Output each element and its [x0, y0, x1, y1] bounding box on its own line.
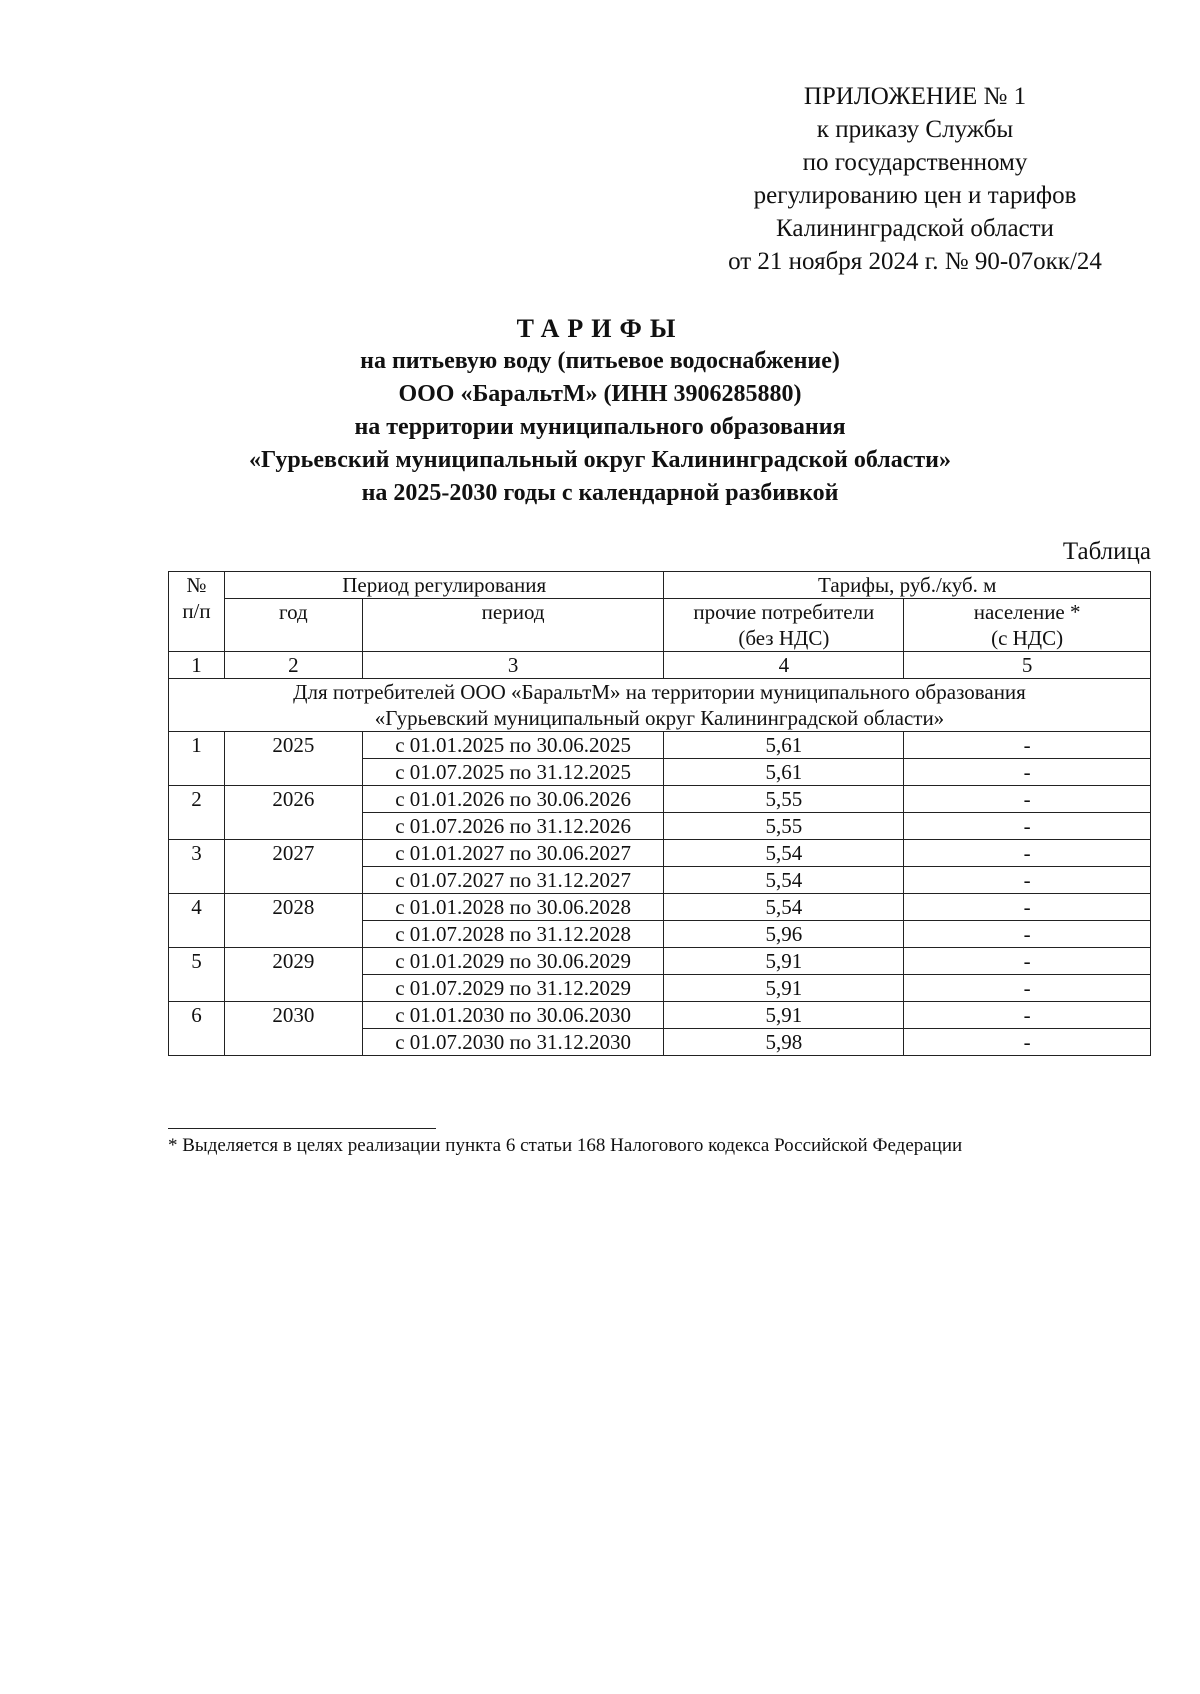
row-period: с 01.01.2025 по 30.06.2025 [362, 732, 664, 759]
table-row [169, 786, 1151, 813]
row-other-tariff: 5,54 [664, 840, 904, 867]
row-population-tariff: - [904, 813, 1151, 840]
row-other-tariff: 5,54 [664, 894, 904, 921]
table-row [169, 1002, 1151, 1029]
row-period: с 01.01.2029 по 30.06.2029 [362, 948, 664, 975]
column-numbers-row [169, 652, 1151, 679]
row-other-tariff: 5,91 [664, 948, 904, 975]
section-title [169, 679, 1151, 732]
row-number: 6 [169, 1002, 225, 1056]
row-period: с 01.01.2026 по 30.06.2026 [362, 786, 664, 813]
row-year: 2028 [224, 894, 362, 948]
row-other-tariff: 5,55 [664, 786, 904, 813]
table-row [169, 732, 1151, 759]
row-period: с 01.01.2027 по 30.06.2027 [362, 840, 664, 867]
row-other-tariff: 5,98 [664, 1029, 904, 1056]
section-line-1: Для потребителей ООО «БаральтМ» на территории муниципального образования [293, 680, 1026, 704]
header-tariffs-group: Тарифы, руб./куб. м [664, 572, 1151, 599]
footnote: * Выделяется в целях реализации пункта 6 статьи 168 Налогового кодекса Российской Федерации [168, 1135, 963, 1156]
row-population-tariff: - [904, 948, 1151, 975]
row-number: 2 [169, 786, 225, 840]
table-row [169, 948, 1151, 975]
row-other-tariff: 5,91 [664, 1002, 904, 1029]
header-population-line-2: (с НДС) [991, 626, 1064, 650]
table-row [169, 894, 1151, 921]
column-number: 5 [904, 652, 1151, 679]
row-population-tariff: - [904, 867, 1151, 894]
row-population-tariff: - [904, 1029, 1151, 1056]
section-row [169, 679, 1151, 732]
footnote-divider [168, 1128, 436, 1129]
column-number: 1 [169, 652, 225, 679]
row-year: 2030 [224, 1002, 362, 1056]
table-row [169, 840, 1151, 867]
row-year: 2025 [224, 732, 362, 786]
title-line-5: на 2025-2030 годы с календарной разбивкой [361, 480, 839, 506]
column-number: 4 [664, 652, 904, 679]
title-main: ТАРИФЫ [516, 314, 684, 343]
row-other-tariff: 5,96 [664, 921, 904, 948]
column-number: 3 [362, 652, 664, 679]
header-num-line-1: № [186, 573, 207, 597]
row-population-tariff: - [904, 894, 1151, 921]
appendix-line-2: к приказу Службы [816, 116, 1014, 143]
document-title [150, 312, 1050, 510]
row-population-tariff: - [904, 921, 1151, 948]
tariffs-table [168, 571, 1151, 1056]
appendix-line-1: ПРИЛОЖЕНИЕ № 1 [803, 83, 1027, 110]
column-number: 2 [224, 652, 362, 679]
row-period: с 01.07.2025 по 31.12.2025 [362, 759, 664, 786]
title-line-2: ООО «БаральтМ» (ИНН 3906285880) [398, 381, 802, 407]
row-number: 3 [169, 840, 225, 894]
table-caption: Таблица [1062, 538, 1151, 565]
row-other-tariff: 5,61 [664, 732, 904, 759]
header-population [904, 599, 1151, 652]
appendix-line-4: регулированию цен и тарифов [753, 182, 1077, 209]
row-number: 5 [169, 948, 225, 1002]
row-period: с 01.07.2029 по 31.12.2029 [362, 975, 664, 1002]
row-period: с 01.07.2026 по 31.12.2026 [362, 813, 664, 840]
row-other-tariff: 5,54 [664, 867, 904, 894]
header-other-consumers [664, 599, 904, 652]
row-period: с 01.01.2028 по 30.06.2028 [362, 894, 664, 921]
row-population-tariff: - [904, 759, 1151, 786]
row-period: с 01.01.2030 по 30.06.2030 [362, 1002, 664, 1029]
header-other-line-1: прочие потребители [693, 600, 875, 624]
row-period: с 01.07.2028 по 31.12.2028 [362, 921, 664, 948]
table-body [169, 732, 1151, 1056]
title-line-3: на территории муниципального образования [354, 414, 846, 440]
appendix-line-3: по государственному [802, 149, 1028, 176]
row-year: 2026 [224, 786, 362, 840]
header-num-line-2: п/п [182, 599, 211, 623]
row-population-tariff: - [904, 786, 1151, 813]
row-other-tariff: 5,61 [664, 759, 904, 786]
row-population-tariff: - [904, 840, 1151, 867]
header-period-group: Период регулирования [224, 572, 664, 599]
header-other-line-2: (без НДС) [738, 626, 830, 650]
row-period: с 01.07.2030 по 31.12.2030 [362, 1029, 664, 1056]
row-year: 2029 [224, 948, 362, 1002]
section-line-2: «Гурьевский муниципальный округ Калининградской области» [374, 706, 945, 730]
row-population-tariff: - [904, 1002, 1151, 1029]
row-number: 1 [169, 732, 225, 786]
row-period: с 01.07.2027 по 31.12.2027 [362, 867, 664, 894]
row-population-tariff: - [904, 975, 1151, 1002]
header-num [169, 572, 225, 652]
appendix-line-5: Калининградской области [776, 215, 1054, 242]
title-line-4: «Гурьевский муниципальный округ Калининградской области» [248, 447, 952, 473]
table-header [169, 572, 1151, 732]
header-period: период [362, 599, 664, 652]
appendix-line-6: от 21 ноября 2024 г. № 90-07окк/24 [728, 248, 1102, 275]
appendix-header [690, 80, 1140, 278]
header-year: год [224, 599, 362, 652]
row-year: 2027 [224, 840, 362, 894]
row-number: 4 [169, 894, 225, 948]
title-line-1: на питьевую воду (питьевое водоснабжение) [360, 348, 840, 374]
row-other-tariff: 5,91 [664, 975, 904, 1002]
row-population-tariff: - [904, 732, 1151, 759]
row-other-tariff: 5,55 [664, 813, 904, 840]
header-population-line-1: население * [973, 600, 1081, 624]
